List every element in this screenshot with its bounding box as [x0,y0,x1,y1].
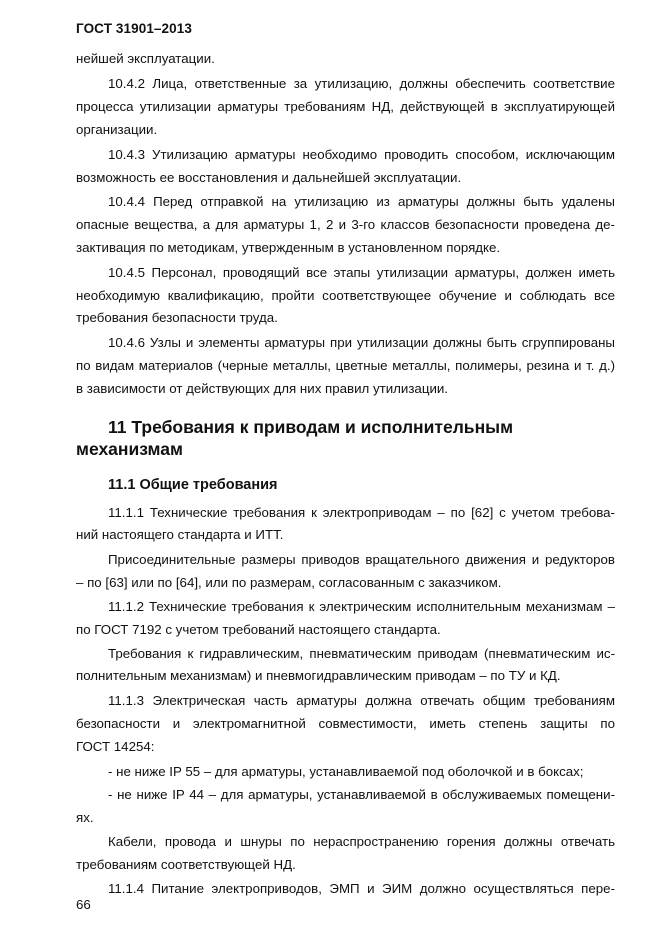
text-line: по видам материалов (черные металлы, цветные металлы, полимеры, резина и т. д.) [76,358,615,373]
list-item: - не ниже IP 44 – для арматуры, устанавливаемой в обслуживаемых помещени- [108,787,615,802]
text-line: Требования к гидравлическим, пневматическим приводам (пневматическим ис- [108,646,615,661]
text-line: требования безопасности труда. [76,310,278,325]
section-heading-continued: механизмам [76,439,183,459]
text-line: безопасности и электромагнитной совместимости, иметь степень защиты по [76,716,615,731]
text-line: 10.4.5 Персонал, проводящий все этапы утилизации арматуры, должен иметь [108,265,615,280]
text-line: организации. [76,122,158,137]
text-line: 10.4.6 Узлы и элементы арматуры при утилизации должны быть сгруппированы [108,335,615,350]
text-line: по ГОСТ 7192 с учетом требований настоящего стандарта. [76,622,441,637]
text-line: 10.4.4 Перед отправкой на утилизацию из арматуры должны быть удалены [108,194,615,209]
text-line: нейшей эксплуатации. [76,51,215,66]
page-number: 66 [76,897,91,912]
text-line: 11.1.1 Технические требования к электроприводам – по [62] с учетом требова- [108,505,615,520]
text-line: 11.1.2 Технические требования к электрическим исполнительным механизмам – [108,599,615,614]
text-line: ний настоящего стандарта и ИТТ. [76,527,284,542]
list-item: - не ниже IP 55 – для арматуры, устанавливаемой под оболочкой и в боксах; [108,764,584,779]
text-line: ях. [76,810,94,825]
text-line: 10.4.3 Утилизацию арматуры необходимо проводить способом, исключающим [108,147,615,162]
text-line: требованиям соответствующей НД. [76,857,296,872]
text-line: возможность ее восстановления и дальнейшей эксплуатации. [76,170,462,185]
text-line: 11.1.3 Электрическая часть арматуры должна отвечать общим требованиям [108,693,615,708]
text-line: ГОСТ 14254: [76,739,155,754]
text-line: Кабели, провода и шнуры по нераспространению горения должны отвечать [108,834,615,849]
text-line: – по [63] или по [64], или по размерам, согласованным с заказчиком. [76,575,502,590]
subsection-heading: 11.1 Общие требования [108,477,278,493]
section-heading: 11 Требования к приводам и исполнительным [108,417,514,437]
text-line: 11.1.4 Питание электроприводов, ЭМП и ЭИМ должно осуществляться пере- [108,881,615,896]
text-line: Присоединительные размеры приводов вращательного движения и редукторов [108,552,615,567]
text-line: зактивация по методикам, утвержденным в установленном порядке. [76,240,501,255]
text-line: полнительным механизмам) и пневмогидравлическим приводам – по ТУ и КД. [76,668,561,683]
text-line: процесса утилизации арматуры требованиям НД, действующей в эксплуатирующей [76,99,615,114]
running-header-doc-id: ГОСТ 31901–2013 [76,21,192,36]
text-line: 10.4.2 Лица, ответственные за утилизацию, должны обеспечить соответствие [108,76,615,91]
text-line: опасные вещества, а для арматуры 1, 2 и 3-го классов безопасности проведена де- [76,217,615,232]
text-line: необходимую квалификацию, пройти соответствующее обучение и соблюдать все [76,288,615,303]
text-line: в зависимости от действующих для них правил утилизации. [76,381,448,396]
